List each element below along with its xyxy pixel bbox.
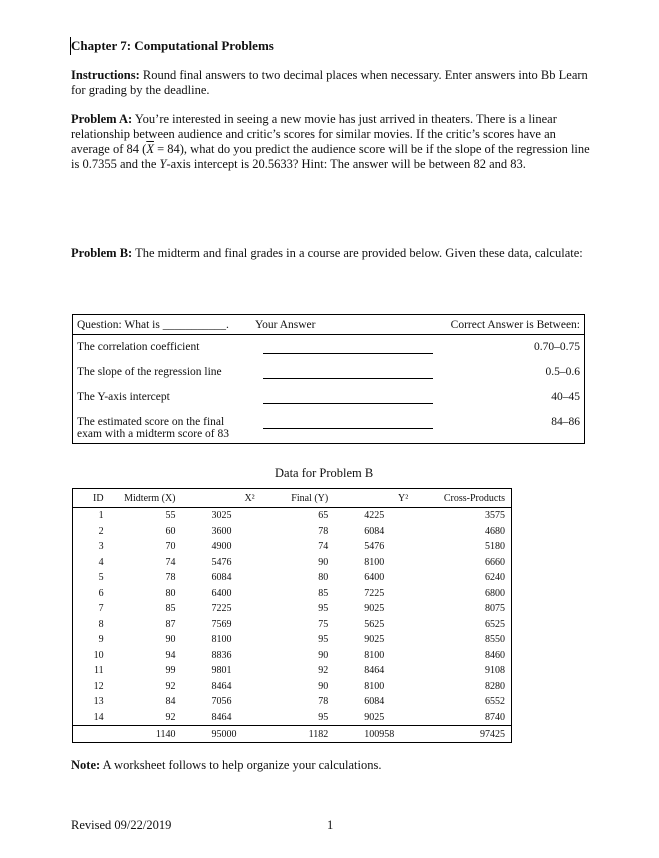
table-cell: 95 — [318, 603, 329, 615]
table-cell: 8100 — [364, 680, 385, 692]
question-table-header — [73, 315, 585, 335]
note-label: Note: — [71, 758, 101, 772]
table-cell: 74 — [165, 556, 176, 568]
table-row — [73, 601, 512, 617]
problem-a-text: You’re interested in seeing a new movie has just arrived in theaters. There is a linear relationship between audience and critic’s scores for similar movies. If the critic’s scores have an average of 84 ( — [71, 112, 557, 156]
table-cell: 74 — [318, 541, 329, 553]
table-row — [73, 710, 512, 726]
table-cell: 9 — [98, 634, 104, 646]
page-title: Chapter 7: Computational Problems — [71, 38, 274, 53]
table-cell: 6084 — [364, 525, 385, 537]
table-cell: 2 — [98, 525, 104, 537]
table-cell: 8464 — [211, 711, 232, 723]
table-cell: 95 — [318, 711, 329, 723]
table-cell: 1 — [98, 510, 104, 522]
table-cell: 8075 — [485, 603, 505, 615]
table-cell: 95 — [318, 634, 329, 646]
correct-range: 0.70–0.75 — [534, 341, 580, 353]
answer-blank[interactable] — [263, 416, 433, 429]
table-cell: 6400 — [364, 572, 385, 584]
table-row — [73, 508, 512, 524]
table-cell: 94 — [165, 649, 176, 661]
total-cell: 1140 — [108, 726, 180, 743]
note — [71, 758, 381, 773]
table-cell: 80 — [318, 572, 329, 584]
table-cell: 84 — [165, 696, 176, 708]
table-cell: 92 — [165, 680, 176, 692]
question-text: The estimated score on the final exam with a midterm score of 83 — [77, 415, 230, 440]
table-cell: 6 — [98, 587, 104, 599]
header-question: Question: What is ___________. — [73, 315, 252, 335]
table-row — [73, 679, 512, 695]
column-header: Y² — [332, 489, 412, 508]
table-cell: 9025 — [364, 603, 385, 615]
table-cell: 6084 — [364, 696, 385, 708]
table-cell: 5 — [98, 572, 104, 584]
table-cell: 4680 — [485, 525, 505, 537]
question-row — [73, 335, 585, 360]
table-cell: 8100 — [364, 649, 385, 661]
table-cell: 10 — [93, 649, 104, 661]
totals-row — [73, 726, 512, 743]
answer-cell — [251, 410, 437, 444]
answer-cell — [251, 335, 437, 360]
table-cell: 87 — [165, 618, 176, 630]
table-row — [73, 539, 512, 555]
answer-cell — [251, 360, 437, 385]
table-cell: 85 — [165, 603, 176, 615]
instructions — [71, 68, 591, 98]
table-cell: 14 — [93, 711, 104, 723]
table-cell: 5476 — [211, 556, 232, 568]
table-cell: 70 — [165, 541, 176, 553]
total-cell: 100958 — [332, 726, 412, 743]
table-row — [73, 555, 512, 571]
correct-range: 0.5–0.6 — [545, 365, 580, 378]
total-cell: 97425 — [412, 726, 511, 743]
table-cell: 5476 — [364, 541, 385, 553]
table-cell: 65 — [318, 510, 329, 522]
table-cell: 5625 — [364, 618, 385, 630]
note-text: A worksheet follows to help organize your calculations. — [100, 758, 382, 772]
table-row — [73, 524, 512, 540]
table-cell: 85 — [318, 587, 329, 599]
question-row — [73, 410, 585, 444]
instructions-label: Instructions: — [71, 68, 140, 82]
table-cell: 7569 — [211, 618, 232, 630]
y-symbol: Y — [159, 157, 167, 171]
table-cell: 8100 — [364, 556, 385, 568]
table-cell: 3 — [98, 541, 104, 553]
table-cell: 4225 — [364, 510, 385, 522]
table-cell: 3025 — [211, 510, 232, 522]
table-row — [73, 632, 512, 648]
answer-cell — [251, 385, 437, 410]
table-cell: 55 — [165, 510, 176, 522]
question-text: The slope of the regression line — [77, 365, 222, 378]
problem-a-text: = 84), what do you predict the audience score will be if the slope of the regression line is 0.7355 and the — [71, 142, 590, 171]
table-cell: 8464 — [364, 665, 385, 677]
table-cell: 6525 — [485, 618, 505, 630]
table-cell: 3600 — [211, 525, 232, 537]
table-cell: 9025 — [364, 634, 385, 646]
header-your-answer: Your Answer — [251, 315, 437, 335]
page-number: 1 — [327, 818, 334, 832]
question-row — [73, 385, 585, 410]
table-row — [73, 694, 512, 710]
data-table-header — [73, 489, 512, 508]
problem-a-label: Problem A: — [71, 112, 133, 126]
question-table — [72, 314, 585, 444]
table-cell: 7225 — [211, 603, 232, 615]
answer-blank[interactable] — [263, 366, 433, 379]
table-cell: 9108 — [485, 665, 505, 677]
problem-a — [71, 112, 591, 172]
table-row — [73, 570, 512, 586]
table-cell: 9801 — [211, 665, 232, 677]
table-cell: 78 — [318, 696, 329, 708]
data-table-title: Data for Problem B — [275, 466, 374, 480]
table-row — [73, 663, 512, 679]
table-cell: 8836 — [211, 649, 232, 661]
column-header: X² — [180, 489, 259, 508]
table-cell: 90 — [318, 556, 329, 568]
table-cell: 75 — [318, 618, 329, 630]
x-bar-symbol: $\overline{X}$ — [146, 142, 154, 156]
revised-date: Revised 09/22/2019 — [71, 818, 172, 832]
table-cell: 12 — [93, 680, 104, 692]
question-text: The correlation coefficient — [77, 341, 200, 353]
table-cell: 99 — [165, 665, 176, 677]
total-cell: 95000 — [180, 726, 259, 743]
problem-b-text: The midterm and final grades in a course are provided below. Given these data, calculate: — [132, 246, 583, 260]
table-cell: 9025 — [364, 711, 385, 723]
table-cell: 6660 — [485, 556, 505, 568]
problem-a-text: -axis intercept is 20.5633? Hint: The answer will be between 82 and 83. — [166, 157, 526, 171]
total-cell: 1182 — [259, 726, 333, 743]
table-cell: 8280 — [485, 680, 505, 692]
answer-blank[interactable] — [263, 391, 433, 404]
correct-range: 40–45 — [551, 390, 580, 403]
table-row — [73, 617, 512, 633]
header-correct-answer: Correct Answer is Between: — [437, 315, 585, 335]
column-header: ID — [73, 489, 108, 508]
table-cell: 6800 — [485, 587, 505, 599]
table-cell: 6084 — [211, 572, 232, 584]
table-cell: 3575 — [485, 510, 505, 522]
total-cell — [73, 726, 108, 743]
table-cell: 6240 — [485, 572, 505, 584]
table-cell: 78 — [165, 572, 176, 584]
table-cell: 8100 — [211, 634, 232, 646]
column-header: Midterm (X) — [108, 489, 180, 508]
table-cell: 5180 — [485, 541, 505, 553]
table-cell: 11 — [93, 665, 104, 677]
table-cell: 80 — [165, 587, 176, 599]
problem-b — [71, 246, 591, 261]
table-cell: 7 — [98, 603, 104, 615]
table-cell: 8740 — [485, 711, 505, 723]
answer-blank[interactable] — [263, 341, 433, 354]
table-cell: 78 — [318, 525, 329, 537]
column-header: Cross-Products — [412, 489, 511, 508]
table-cell: 13 — [93, 696, 104, 708]
table-cell: 8464 — [211, 680, 232, 692]
table-cell: 4 — [98, 556, 104, 568]
question-row — [73, 360, 585, 385]
table-cell: 90 — [165, 634, 176, 646]
table-row — [73, 586, 512, 602]
table-cell: 8550 — [485, 634, 505, 646]
table-cell: 6552 — [485, 696, 505, 708]
instructions-text: Round final answers to two decimal places when necessary. Enter answers into Bb Learn for grading by the deadline. — [71, 68, 588, 97]
table-cell: 4900 — [211, 541, 232, 553]
question-text: The Y-axis intercept — [77, 390, 170, 403]
column-header: Final (Y) — [259, 489, 333, 508]
table-cell: 90 — [318, 649, 329, 661]
table-cell: 90 — [318, 680, 329, 692]
table-cell: 8460 — [485, 649, 505, 661]
table-cell: 92 — [165, 711, 176, 723]
problem-b-label: Problem B: — [71, 246, 133, 260]
data-table — [72, 488, 512, 743]
table-cell: 92 — [318, 665, 329, 677]
table-cell: 7056 — [211, 696, 232, 708]
table-cell: 60 — [165, 525, 176, 537]
table-cell: 7225 — [364, 587, 385, 599]
table-row — [73, 648, 512, 664]
table-cell: 6400 — [211, 587, 232, 599]
correct-range: 84–86 — [551, 415, 580, 428]
table-cell: 8 — [98, 618, 104, 630]
